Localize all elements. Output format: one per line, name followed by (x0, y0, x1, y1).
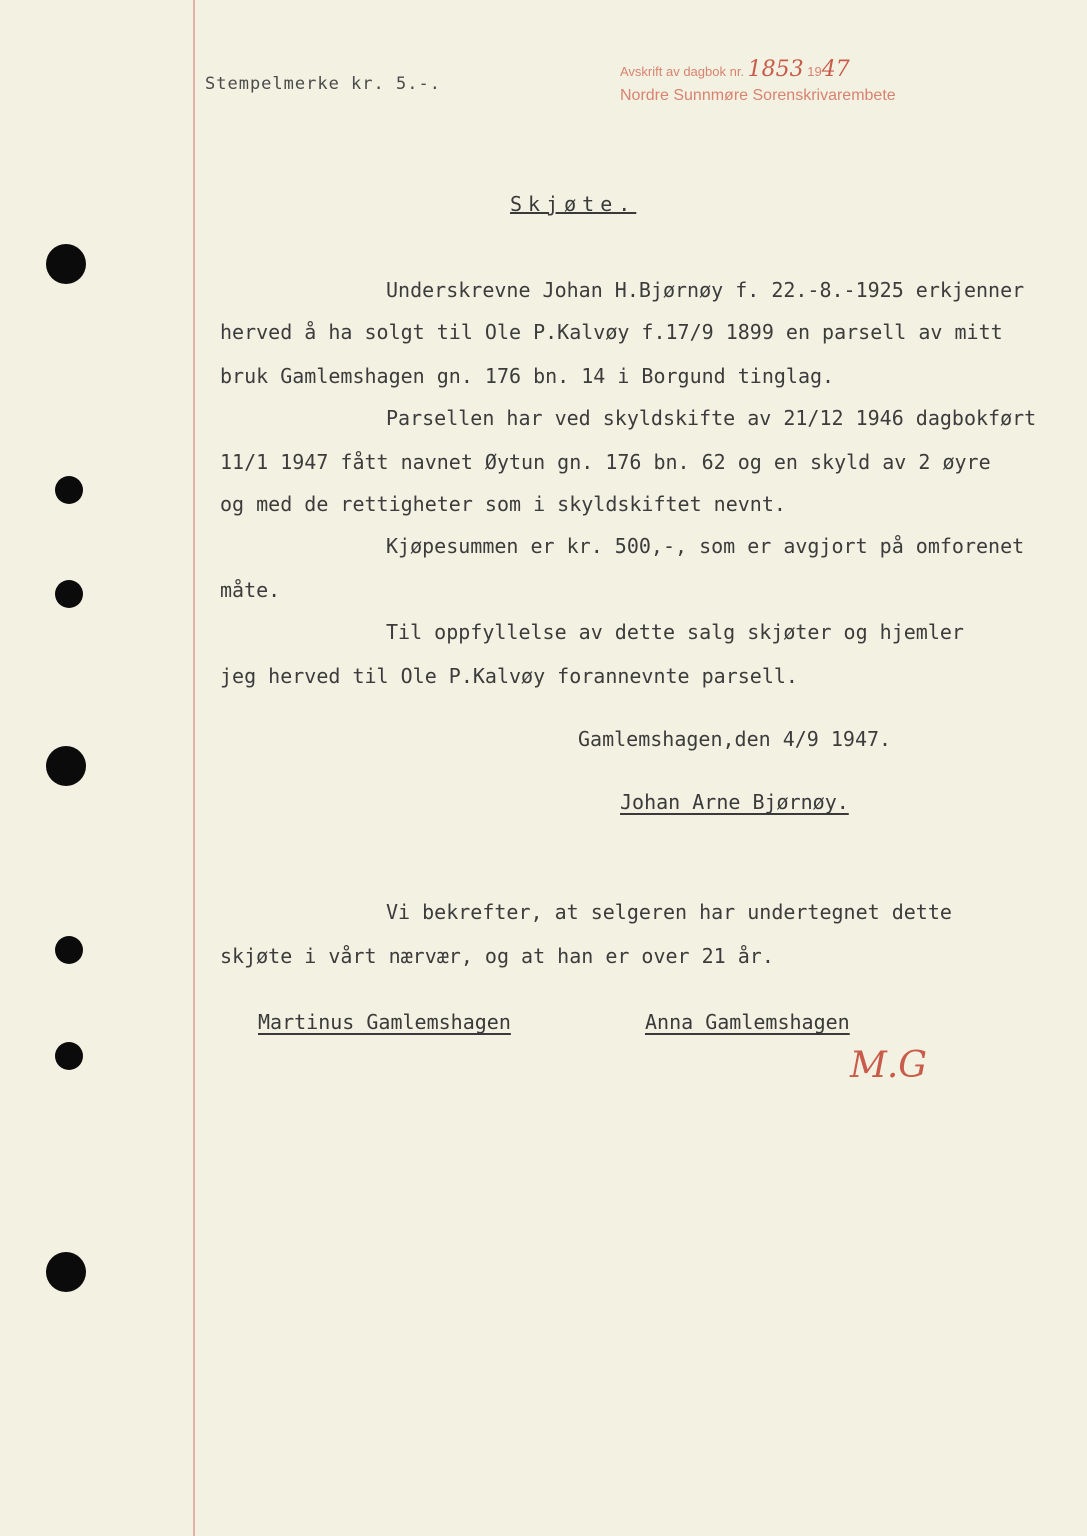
body-line-8: måte. (220, 578, 281, 602)
witness-signature-2: Anna Gamlemshagen (645, 1010, 850, 1034)
punch-hole-6 (55, 1042, 83, 1070)
punch-hole-4 (46, 746, 86, 786)
body-line-2: herved å ha solgt til Ole P.Kalvøy f.17/9 1899 en parsell av mitt (220, 320, 1003, 344)
place-date: Gamlemshagen,den 4/9 1947. (578, 727, 892, 751)
stamp-duty-text: Stempelmerke kr. 5.-. (205, 74, 441, 94)
body-line-4: Parsellen har ved skyldskifte av 21/12 1946 dagbokført (386, 406, 1037, 430)
handwritten-initials: M.G (850, 1045, 928, 1086)
document-title: Skjøte. (510, 192, 637, 216)
margin-rule (193, 0, 195, 1536)
body-line-1: Underskrevne Johan H.Bjørnøy f. 22.-8.-1925 erkjenner (386, 278, 1025, 302)
punch-hole-2 (55, 476, 83, 504)
register-office: Nordre Sunnmøre Sorenskrivarembete (620, 87, 896, 104)
punch-hole-3 (55, 580, 83, 608)
body-line-7: Kjøpesummen er kr. 500,-, som er avgjort på omforenet (386, 534, 1025, 558)
punch-hole-1 (46, 244, 86, 284)
register-stamp (620, 58, 896, 108)
body-line-3: bruk Gamlemshagen gn. 176 bn. 14 i Borgund tinglag. (220, 364, 835, 388)
body-line-5: 11/1 1947 fått navnet Øytun gn. 176 bn. 62 og en skyld av 2 øyre (220, 450, 991, 474)
witness-line-2: skjøte i vårt nærvær, og at han er over 21 år. (220, 944, 774, 968)
body-line-9: Til oppfyllelse av dette salg skjøter og hjemler (386, 620, 964, 644)
seller-signature: Johan Arne Bjørnøy. (620, 790, 849, 814)
register-entry-number: 1853 (747, 57, 804, 82)
register-year-prefix: 19 (807, 64, 822, 79)
punch-hole-7 (46, 1252, 86, 1292)
body-line-10: jeg herved til Ole P.Kalvøy forannevnte parsell. (220, 664, 798, 688)
register-year-suffix: 47 (821, 57, 850, 82)
register-stamp-prefix: Avskrift av dagbok nr. (620, 64, 745, 79)
body-line-6: og med de rettigheter som i skyldskiftet nevnt. (220, 492, 786, 516)
witness-line-1: Vi bekrefter, at selgeren har undertegnet dette (386, 900, 952, 924)
punch-hole-5 (55, 936, 83, 964)
witness-signature-1: Martinus Gamlemshagen (258, 1010, 511, 1034)
